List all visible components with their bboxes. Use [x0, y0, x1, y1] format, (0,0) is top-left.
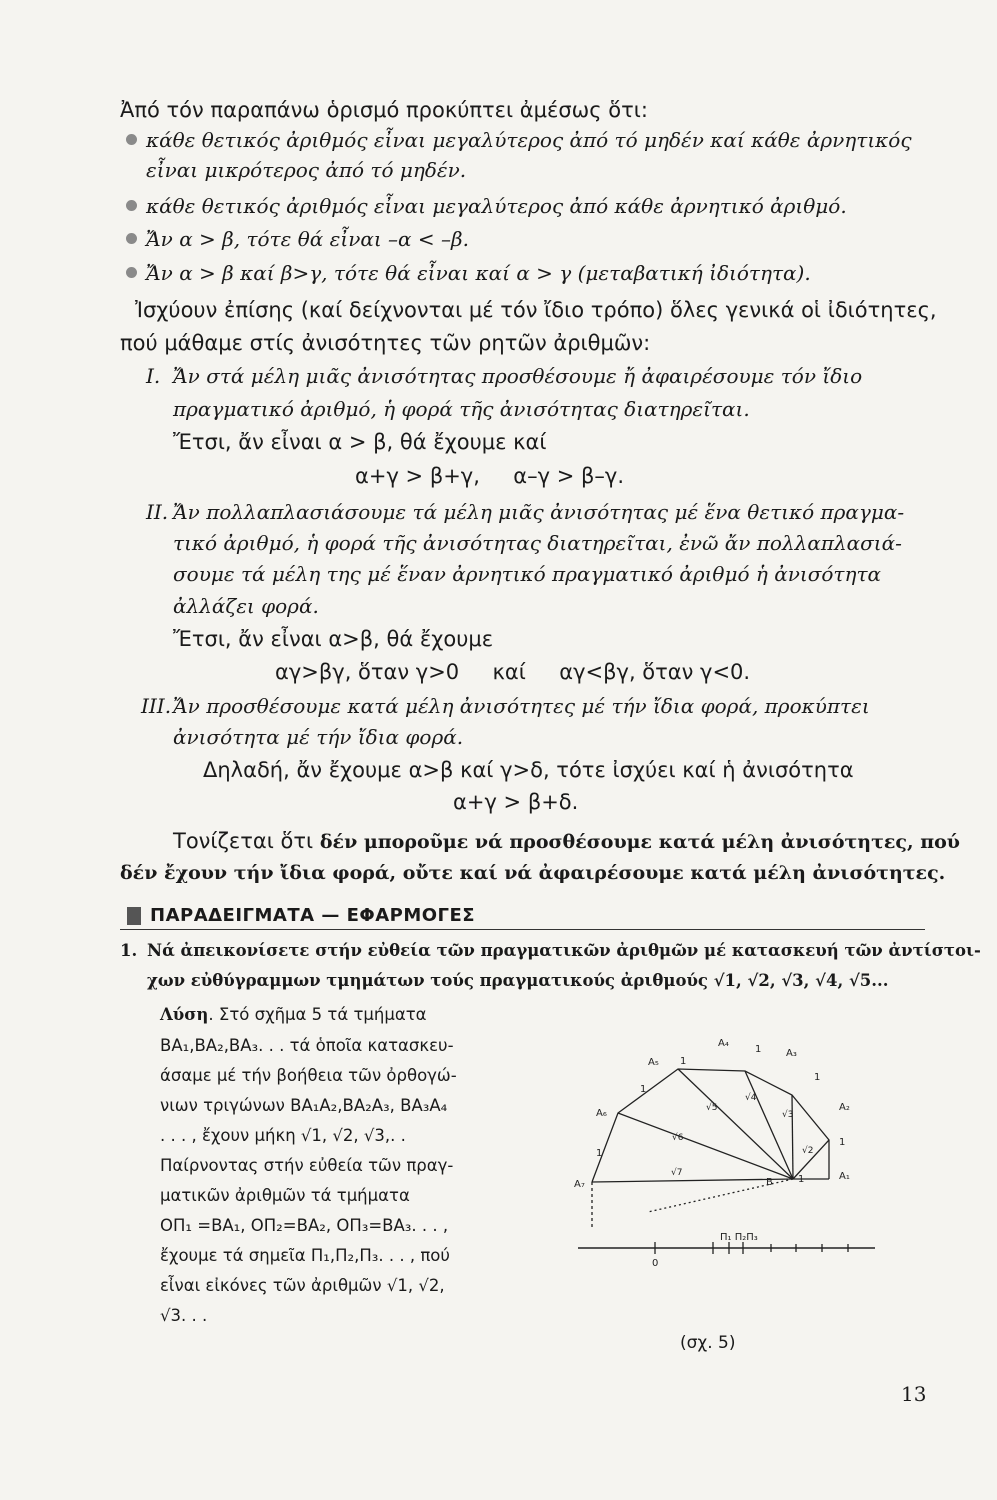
- prop-3-formula: α+γ > β+δ.: [453, 790, 579, 814]
- solution-line-7: ΟΠ₁ =ΒΑ₁, ΟΠ₂=ΒΑ₂, ΟΠ₃=ΒΑ₃. . . ,: [160, 1216, 449, 1235]
- paragraph-1-line-1: Ἰσχύουν ἐπίσης (καί δείχνονται μέ τόν ἴδιο τρόπο) ὅλες γενικά οἱ ἰδιότητες,: [135, 298, 937, 322]
- bullet-1-line-1: κάθε θετικός ἀριθμός εἶναι μεγαλύτερος ἀπό τό μηδέν καί κάθε ἀρνητικός: [146, 128, 912, 152]
- prop-2-line-4: ἀλλάζει φορά.: [173, 594, 319, 618]
- segment-BA4: [745, 1071, 793, 1179]
- figure-caption: (σχ. 5): [680, 1333, 736, 1353]
- label-one: 1: [814, 1072, 821, 1083]
- prop-2-line-2: τικό ἀριθμό, ἡ φορά τῆς ἀνισότητας διατηρεῖται, ἐνῶ ἄν πολλαπλασιά-: [173, 531, 902, 555]
- label-one: 1: [640, 1084, 647, 1095]
- section-square-icon: [127, 907, 141, 925]
- bullet-2: κάθε θετικός ἀριθμός εἶναι μεγαλύτερος ἀπό κάθε ἀρνητικό ἀριθμό.: [146, 194, 847, 218]
- prop-2-example: Ἔτσι, ἄν εἶναι α>β, θά ἔχουμε: [173, 627, 494, 651]
- label-one: 1: [755, 1044, 762, 1055]
- bullet-1-line-2: εἶναι μικρότερος ἀπό τό μηδέν.: [146, 158, 467, 182]
- label-A3: A₃: [786, 1048, 797, 1059]
- segment-BA5: [678, 1069, 793, 1179]
- label-one: 1: [596, 1148, 603, 1159]
- label-root6: √6: [672, 1133, 684, 1143]
- solution-line-8: ἔχουμε τά σημεῖα Π₁,Π₂,Π₃. . . , πού: [160, 1246, 450, 1265]
- solution-label: Λύση: [160, 1005, 209, 1024]
- solution-line-0: Λύση. Στό σχῆμα 5 τά τμήματα: [160, 1005, 427, 1024]
- label-one: 1: [798, 1174, 805, 1185]
- solution-line-1: ΒΑ₁,ΒΑ₂,ΒΑ₃. . . τά ὁποῖα κατασκευ-: [160, 1036, 454, 1055]
- solution-line-6: ματικῶν ἀριθμῶν τά τμήματα: [160, 1186, 410, 1205]
- example-1-line-1: Νά ἀπεικονίσετε στήν εὐθεία τῶν πραγματικῶν ἀριθμῶν μέ κατασκευή τῶν ἀντίστοι-: [147, 941, 981, 960]
- square-root-spiral-figure: [560, 1030, 880, 1350]
- emphasis-bold-2: δέν ἔχουν τήν ἴδια φορά, οὔτε καί νά ἀφαιρέσουμε κατά μέλη ἀνισότητες.: [120, 862, 946, 884]
- page-number: 13: [901, 1382, 927, 1406]
- example-1-line-2: χων εὐθύγραμμων τμημάτων τούς πραγματικούς ἀριθμούς √1, √2, √3, √4, √5...: [147, 971, 889, 990]
- label-A7: A₇: [574, 1179, 585, 1190]
- bullet-4: Ἄν α > β καί β>γ, τότε θά εἶναι καί α > γ (μεταβατική ἰδιότητα).: [146, 261, 811, 285]
- emphasis-prefix: Τονίζεται ὅτι: [173, 829, 314, 853]
- prop-3-example: Δηλαδή, ἄν ἔχουμε α>β καί γ>δ, τότε ἰσχύει καί ἡ ἀνισότητα: [203, 758, 854, 782]
- label-A4: A₄: [718, 1038, 729, 1049]
- prop-1-line-2: πραγματικό ἀριθμό, ἡ φορά τῆς ἀνισότητας διατηρεῖται.: [173, 397, 750, 421]
- label-origin: 0: [652, 1258, 659, 1269]
- prop-1-line-1: Ἄν στά μέλη μιᾶς ἀνισότητας προσθέσουμε ἤ ἀφαιρέσουμε τόν ἴδιο: [173, 364, 863, 388]
- label-root7: √7: [671, 1168, 683, 1178]
- solution-line-2: άσαμε μέ τήν βοήθεια τῶν ὀρθογώ-: [160, 1066, 457, 1085]
- label-one: 1: [680, 1056, 687, 1067]
- label-A5: A₅: [648, 1057, 659, 1068]
- label-root3: √3: [782, 1110, 794, 1120]
- prop-1-formula: α+γ > β+γ, α–γ > β–γ.: [355, 464, 625, 488]
- solution-line-10: √3. . .: [160, 1306, 208, 1325]
- solution-line-9: εἶναι εἰκόνες τῶν ἀριθμῶν √1, √2,: [160, 1276, 445, 1295]
- solution-line-3: νιων τριγώνων ΒΑ₁Α₂,ΒΑ₂Α₃, ΒΑ₃Α₄: [160, 1096, 448, 1115]
- label-pi-points: Π₁ Π₂Π₃: [720, 1232, 758, 1243]
- emphasis-line-1: [173, 828, 960, 855]
- prop-1-example: Ἔτσι, ἄν εἶναι α > β, θά ἔχουμε καί: [173, 430, 547, 454]
- bullet-3: Ἄν α > β, τότε θά εἶναι –α < –β.: [146, 227, 469, 251]
- prop-3-line-2: ἀνισότητα μέ τήν ἴδια φορά.: [173, 725, 464, 749]
- solution-line-5: Παίρνοντας στήν εὐθεία τῶν πραγ-: [160, 1156, 454, 1175]
- emphasis-bold-1: δέν μποροῦμε νά προσθέσουμε κατά μέλη ἀνισότητες, πού: [319, 831, 960, 853]
- prop-2-line-3: σουμε τά μέλη της μέ ἕναν ἀρνητικό πραγματικό ἀριθμό ἡ ἀνισότητα: [173, 562, 882, 586]
- prop-2-formula: αγ>βγ, ὅταν γ>0 καί αγ<βγ, ὅταν γ<0.: [275, 660, 751, 684]
- intro-line: Ἀπό τόν παραπάνω ὁρισμό προκύπτει ἀμέσως ὅτι:: [120, 98, 648, 122]
- segment-BA6: [618, 1113, 793, 1179]
- prop-1-label: I.: [146, 364, 161, 388]
- label-B: B: [766, 1177, 773, 1188]
- section-divider: [120, 929, 925, 930]
- label-root2: √2: [802, 1146, 814, 1156]
- solution-line-4: . . . , ἔχουν μήκη √1, √2, √3,. .: [160, 1126, 406, 1145]
- prop-2-label: II.: [146, 500, 169, 524]
- prop-2-line-1: Ἄν πολλαπλασιάσουμε τά μέλη μιᾶς ἀνισότητας μέ ἕνα θετικό πραγμα-: [173, 500, 905, 524]
- label-root5: √5: [706, 1103, 718, 1113]
- bullet-icon: [126, 200, 137, 211]
- paragraph-1-line-2: πού μάθαμε στίς ἀνισότητες τῶν ρητῶν ἀριθμῶν:: [120, 331, 651, 355]
- segment-BA7: [592, 1179, 793, 1182]
- label-root4: √4: [745, 1093, 757, 1103]
- bullet-icon: [126, 267, 137, 278]
- prop-3-line-1: Ἄν προσθέσουμε κατά μέλη ἀνισότητες μέ τήν ἴδια φορά, προκύπτει: [173, 694, 870, 718]
- label-A1: A₁: [839, 1171, 850, 1182]
- prop-3-label: III.: [141, 694, 172, 718]
- label-A2: A₂: [839, 1102, 850, 1113]
- bullet-icon: [126, 134, 137, 145]
- bullet-icon: [126, 233, 137, 244]
- label-A6: A₆: [596, 1108, 607, 1119]
- segment-BA3: [792, 1095, 793, 1179]
- label-one: 1: [839, 1137, 846, 1148]
- example-1-number: 1.: [120, 941, 138, 960]
- section-title: ΠΑΡΑΔΕΙΓΜΑΤΑ — ΕΦΑΡΜΟΓΕΣ: [150, 905, 476, 926]
